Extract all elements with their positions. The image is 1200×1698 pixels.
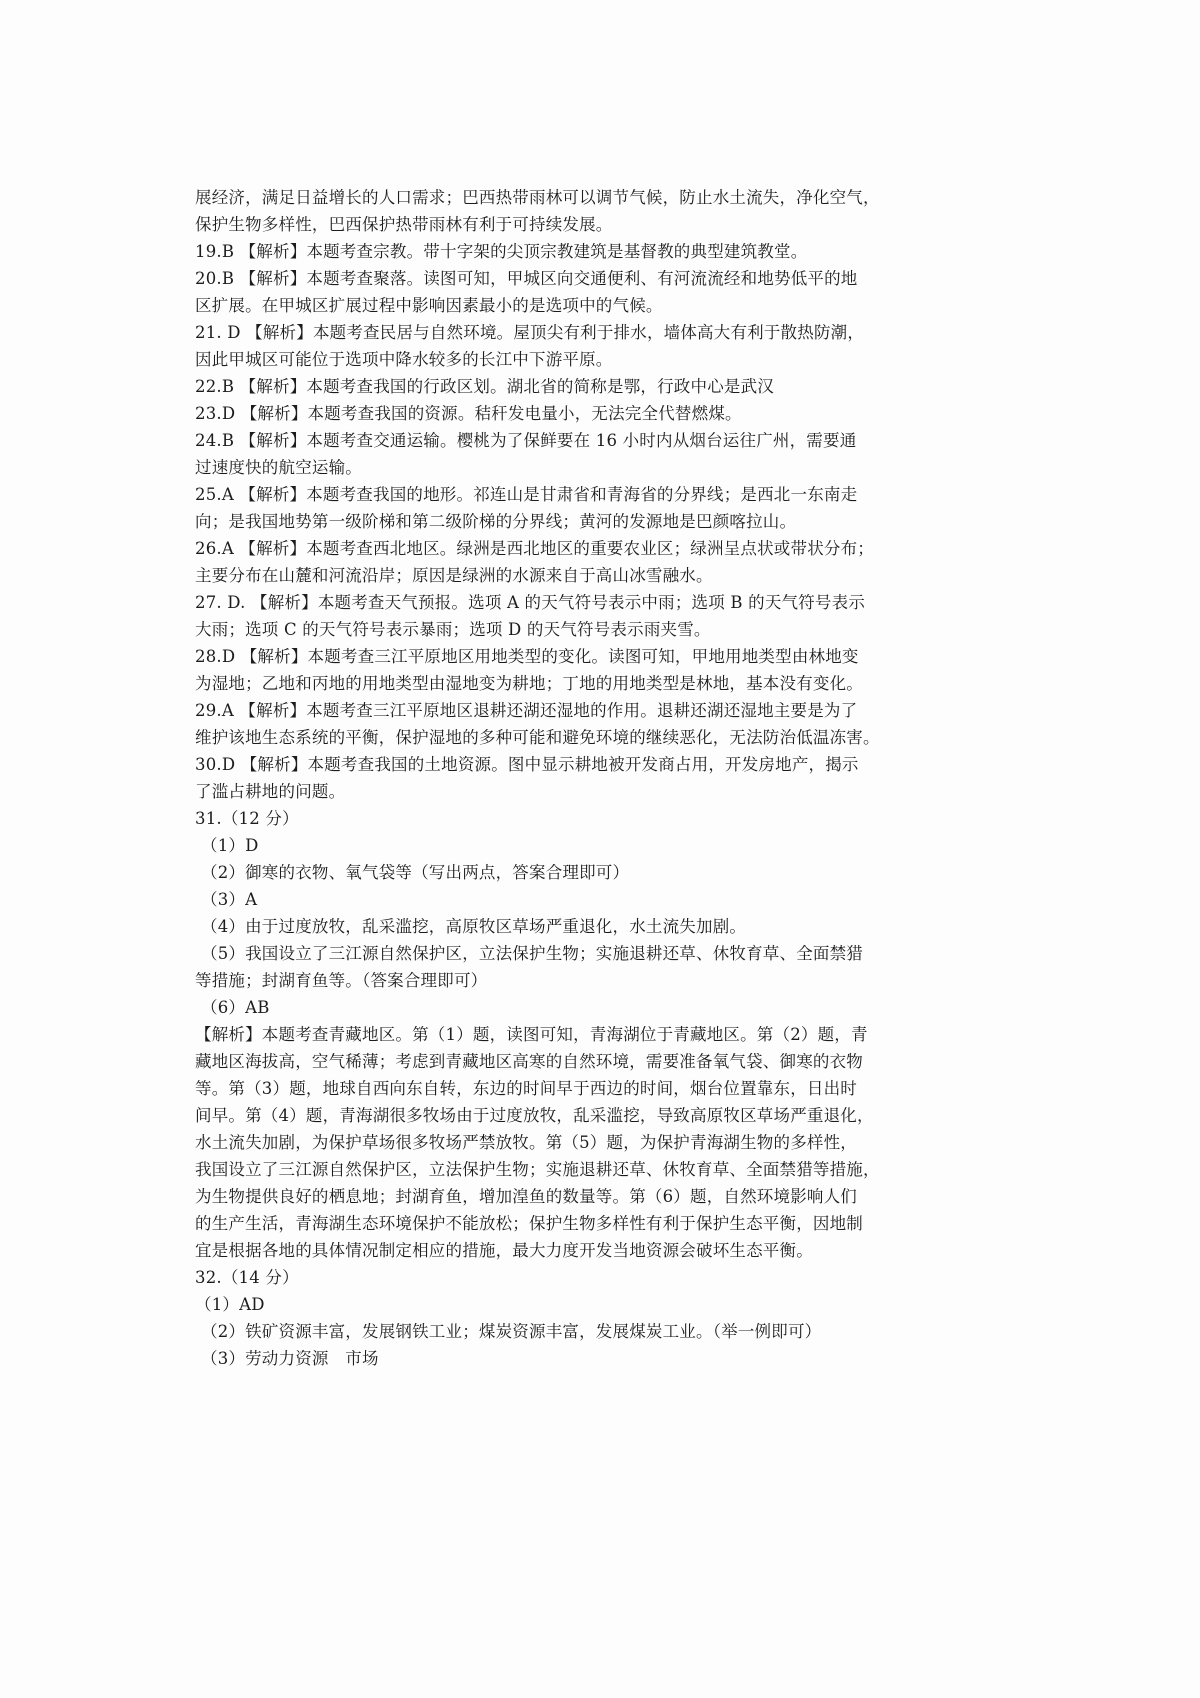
text-line: （5）我国设立了三江源自然保护区，立法保护生物；实施退耕还草、休牧育草、全面禁猎 — [201, 944, 863, 963]
text-line: 30.D 【解析】本题考查我国的土地资源。图中显示耕地被开发商占用，开发房地产，揭示 — [195, 755, 859, 774]
text-line: 23.D 【解析】本题考查我国的资源。秸秆发电量小，无法完全代替燃煤。 — [195, 404, 742, 423]
text-line: （1）D — [201, 836, 259, 855]
text-line: 27. D. 【解析】本题考查天气预报。选项 A 的天气符号表示中雨；选项 B 的天气符号表示 — [195, 593, 866, 612]
text-line: 32.（14 分） — [195, 1268, 299, 1287]
text-line: 【解析】本题考查青藏地区。第（1）题，读图可知，青海湖位于青藏地区。第（2）题，青 — [195, 1025, 868, 1044]
text-line: 31.（12 分） — [195, 809, 299, 828]
text-line: 宜是根据各地的具体情况制定相应的措施，最大力度开发当地资源会破坏生态平衡。 — [195, 1241, 813, 1260]
text-line: 22.B 【解析】本题考查我国的行政区划。湖北省的简称是鄂，行政中心是武汉 — [195, 377, 775, 396]
text-line: 25.A 【解析】本题考查我国的地形。祁连山是甘肃省和青海省的分界线；是西北一东南走 — [195, 485, 858, 504]
text-line: 因此甲城区可能位于选项中降水较多的长江中下游平原。 — [195, 350, 613, 369]
text-line: 28.D 【解析】本题考查三江平原地区用地类型的变化。读图可知，甲地用地类型由林地变 — [195, 647, 859, 666]
text-line: 保护生物多样性，巴西保护热带雨林有利于可持续发展。 — [195, 215, 613, 234]
text-line: 24.B 【解析】本题考查交通运输。樱桃为了保鲜要在 16 小时内从烟台运往广州，需要通 — [195, 431, 857, 450]
text-line: 藏地区海拔高，空气稀薄；考虑到青藏地区高寒的自然环境，需要准备氧气袋、御寒的衣物 — [195, 1052, 863, 1071]
text-line: 维护该地生态系统的平衡，保护湿地的多种可能和避免环境的继续恶化，无法防治低温冻害。 — [195, 728, 880, 747]
text-line: 展经济，满足日益增长的人口需求；巴西热带雨林可以调节气候，防止水土流失，净化空气， — [195, 188, 880, 207]
text-line: 大雨；选项 C 的天气符号表示暴雨；选项 D 的天气符号表示雨夹雪。 — [195, 620, 711, 639]
answer-text-block — [195, 184, 995, 1399]
text-line: 等措施；封湖育鱼等。（答案合理即可） — [195, 971, 488, 990]
text-line: 21. D 【解析】本题考查民居与自然环境。屋顶尖有利于排水，墙体高大有利于散热防潮， — [195, 323, 865, 342]
text-line: 为生物提供良好的栖息地；封湖育鱼，增加湟鱼的数量等。第（6）题，自然环境影响人们 — [195, 1187, 857, 1206]
text-line: 了滥占耕地的问题。 — [195, 782, 346, 801]
text-line: 我国设立了三江源自然保护区，立法保护生物；实施退耕还草、休牧育草、全面禁猎等措施， — [195, 1160, 880, 1179]
text-line: 19.B 【解析】本题考查宗教。带十字架的尖顶宗教建筑是基督教的典型建筑教堂。 — [195, 242, 808, 261]
text-line: 的生产生活，青海湖生态环境保护不能放松；保护生物多样性有利于保护生态平衡，因地制 — [195, 1214, 863, 1233]
text-line: 水土流失加剧，为保护草场很多牧场严禁放牧。第（5）题，为保护青海湖生物的多样性， — [195, 1133, 857, 1152]
text-line: （4）由于过度放牧，乱采滥挖，高原牧区草场严重退化，水土流失加剧。 — [201, 917, 747, 936]
text-line: 等。第（3）题，地球自西向东自转，东边的时间早于西边的时间，烟台位置靠东，日出时 — [195, 1079, 857, 1098]
text-line: （2）铁矿资源丰富，发展钢铁工业；煤炭资源丰富，发展煤炭工业。（举一例即可） — [201, 1322, 822, 1341]
text-line: 主要分布在山麓和河流沿岸；原因是绿洲的水源来自于高山冰雪融水。 — [195, 566, 713, 585]
text-line: 26.A 【解析】本题考查西北地区。绿洲是西北地区的重要农业区；绿洲呈点状或带状分布； — [195, 539, 875, 558]
text-line: 区扩展。在甲城区扩展过程中影响因素最小的是选项中的气候。 — [195, 296, 663, 315]
text-line: （6）AB — [201, 998, 270, 1017]
text-line: 20.B 【解析】本题考查聚落。读图可知，甲城区向交通便利、有河流流经和地势低平的地 — [195, 269, 858, 288]
text-line: 为湿地；乙地和丙地的用地类型由湿地变为耕地；丁地的用地类型是林地，基本没有变化。 — [195, 674, 863, 693]
text-line: 向；是我国地势第一级阶梯和第二级阶梯的分界线；黄河的发源地是巴颜喀拉山。 — [195, 512, 797, 531]
text-line: 29.A 【解析】本题考查三江平原地区退耕还湖还湿地的作用。退耕还湖还湿地主要是为了 — [195, 701, 858, 720]
text-line: （2）御寒的衣物、氧气袋等（写出两点，答案合理即可） — [201, 863, 630, 882]
text-line: （1）AD — [195, 1295, 265, 1314]
text-line: 过速度快的航空运输。 — [195, 458, 362, 477]
text-line — [195, 1372, 995, 1399]
text-line: （3）劳动力资源 市场 — [201, 1349, 379, 1368]
text-line: （3）A — [201, 890, 258, 909]
text-line: 间早。第（4）题，青海湖很多牧场由于过度放牧，乱采滥挖，导致高原牧区草场严重退化， — [195, 1106, 874, 1125]
